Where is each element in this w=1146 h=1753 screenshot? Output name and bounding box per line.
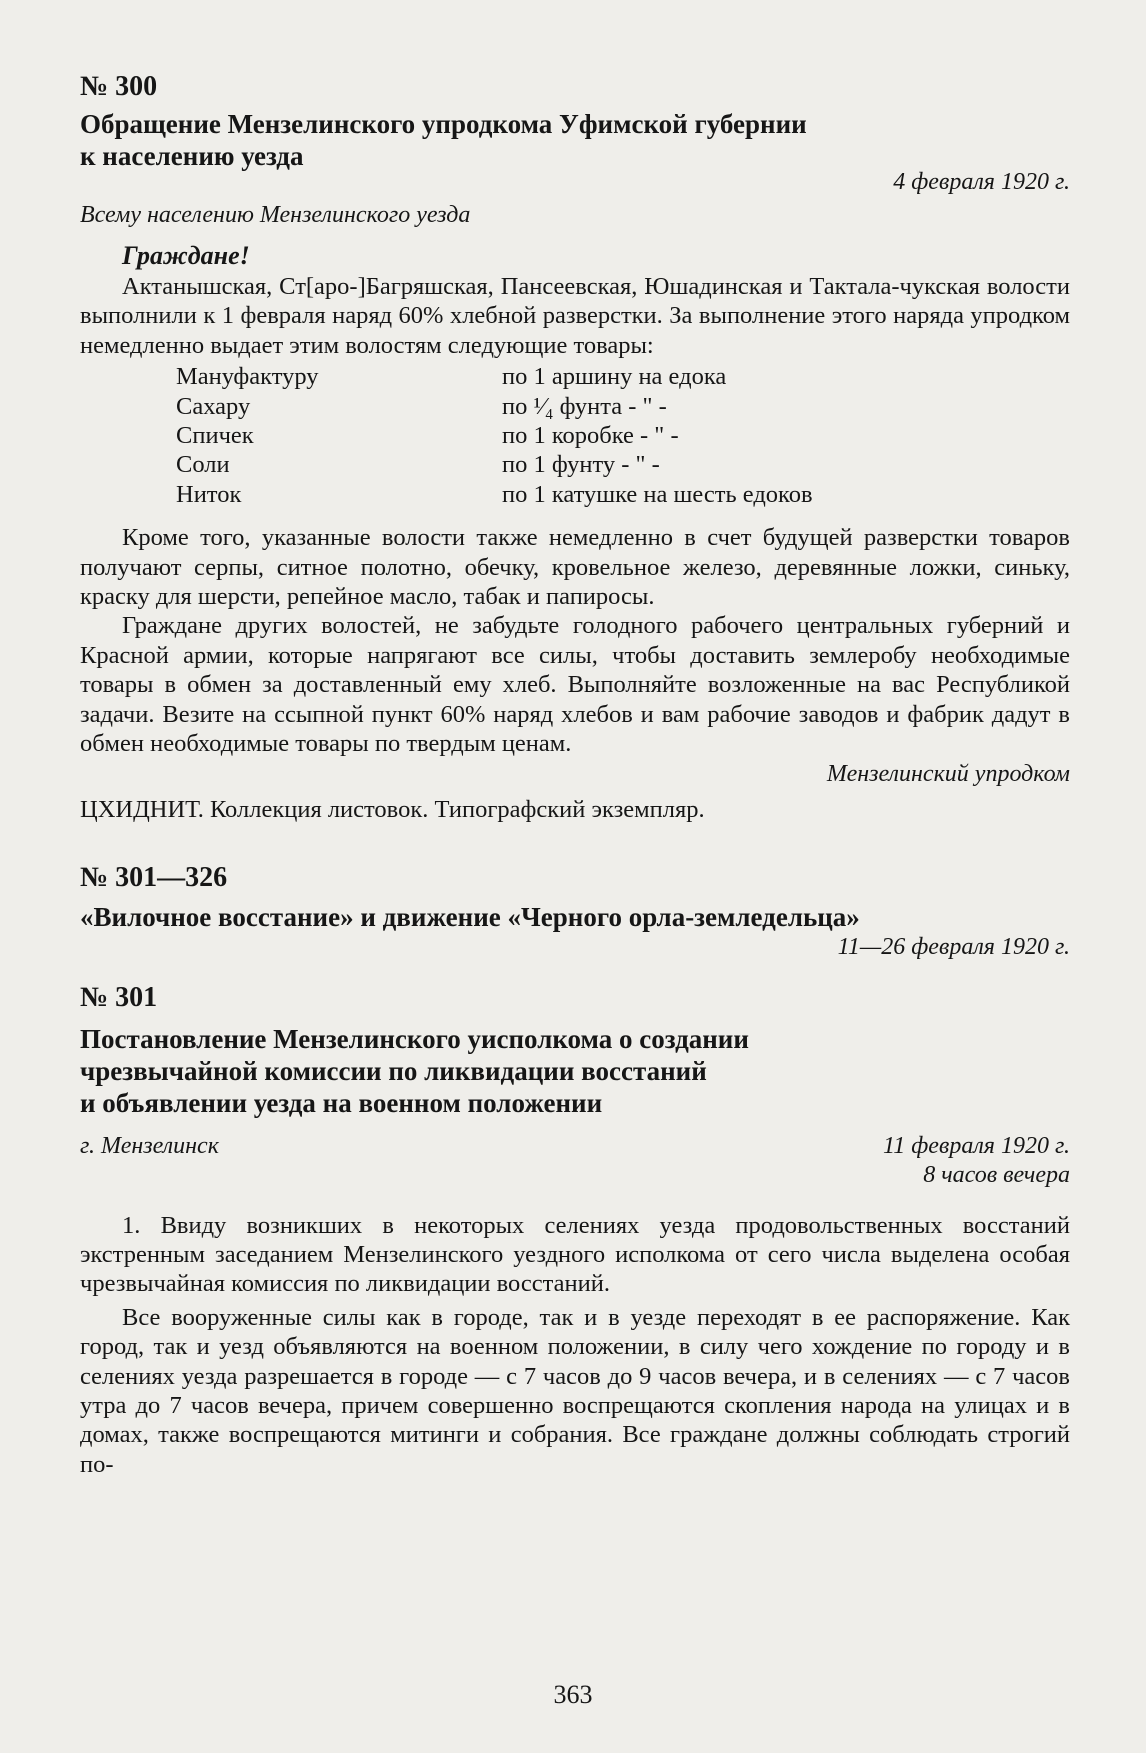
goods-norm: по 1 фунту - " - [502, 451, 660, 479]
goods-item: Спичек [176, 422, 254, 450]
section-title: «Вилочное восстание» и движение «Черного орла-земледельца» [80, 901, 860, 932]
section-number: № 301—326 [80, 861, 228, 893]
section-301-326 [80, 861, 1070, 961]
goods-row [176, 480, 1070, 509]
paragraph: 1. Ввиду возникших в некоторых селениях уезда продовольственных восстаний экстренным заседанием Мензелинского уездного исполкома от сего числа выделена особая чрезвычайная комиссия по ликвидации восстаний. [80, 1211, 1070, 1298]
goods-row [176, 421, 1070, 450]
doc-date [80, 168, 1070, 196]
time-text: 8 часов вечера [923, 1161, 1070, 1188]
goods-row [176, 450, 1070, 479]
goods-row [176, 392, 1070, 421]
place: г. Мензелинск [80, 1132, 219, 1159]
goods-norm: по ¹⁄₄ фунта - " - [502, 392, 667, 420]
doc-title-line: Постановление Мензелинского уисполкома о создании [80, 1023, 749, 1054]
paragraph: Кроме того, указанные волости также немедленно в счет будущей разверстки товаров получают серпы, ситное полотно, обечку, кровельное железо, деревянные ложки, синьку, краску для шерсти, репейное масло, табак и папиросы. [80, 524, 1070, 611]
greeting: Граждане! [122, 241, 250, 270]
goods-norm: по 1 катушке на шесть едоков [502, 480, 813, 508]
goods-row [176, 362, 1070, 391]
section-dates: 11—26 февраля 1920 г. [837, 933, 1070, 960]
doc-number: № 301 [80, 981, 158, 1013]
goods-item: Ниток [176, 480, 242, 508]
goods-item: Сахару [176, 392, 251, 420]
goods-norm: по 1 аршину на едока [502, 363, 727, 391]
doc-title-line: Обращение Мензелинского упродкома Уфимской губернии [80, 109, 807, 139]
paragraph: Актанышская, Ст[аро-]Багряшская, Пансеевская, Юшадинская и Тактала-чукская волости выполнили к 1 февраля наряд 60% хлебной разверстки. За выполнение этого наряда упродком немедленно выдает этим волостям следующие товары: [80, 273, 1070, 359]
doc-title-line: и объявлении уезда на военном положении [80, 1087, 603, 1118]
goods-item: Соли [176, 451, 230, 479]
signature: Мензелинский упродком [826, 760, 1070, 787]
doc-title-line: чрезвычайной комиссии по ликвидации восстаний [80, 1055, 707, 1086]
doc-title-line: к населению уезда [80, 141, 304, 171]
archive-source: ЦХИДНИТ. Коллекция листовок. Типографский экземпляр. [80, 795, 705, 823]
doc-301 [80, 981, 1070, 1480]
goods-item: Мануфактуру [176, 363, 319, 391]
goods-list [176, 362, 1070, 509]
place-date-row [80, 1131, 1070, 1161]
doc-300 [80, 70, 1070, 825]
paragraph: Все вооруженные силы как в городе, так и в уезде переходят в ее распоряжение. Как город, так и уезд объявляются на военном положении, в силу чего хождение по городу и в селениях уезда разрешается в городе — с 7 часов до 9 часов вечера, и в селениях — с 7 часов утра до 7 часов вечера, причем совершенно воспрещаются скопления народа на улицах и в домах, также воспрещаются митинги и собрания. Все граждане должны соблюдать строгий по- [80, 1303, 1070, 1478]
doc-address: Всему населению Мензелинского уезда [80, 202, 471, 228]
doc-number: № 300 [80, 71, 158, 102]
date-text: 11 февраля 1920 г. [883, 1132, 1070, 1159]
paragraph: Граждане других волостей, не забудьте голодного рабочего центральных губерний и Красной армии, которые напрягают все силы, чтобы доставить землеробу необходимые товары в обмен за доставленный ему хлеб. Выполняйте возложенные на вас Республикой задачи. Везите на ссыпной пункт 60% наряд хлебов и вам рабочие заводов и фабрик дадут в обмен необходимые товары по твердым ценам. [80, 612, 1070, 758]
goods-norm: по 1 коробке - " - [502, 422, 679, 450]
page-content [80, 70, 1070, 1479]
page-number: 363 [553, 1680, 593, 1709]
date-text: 4 февраля 1920 г. [893, 169, 1070, 195]
